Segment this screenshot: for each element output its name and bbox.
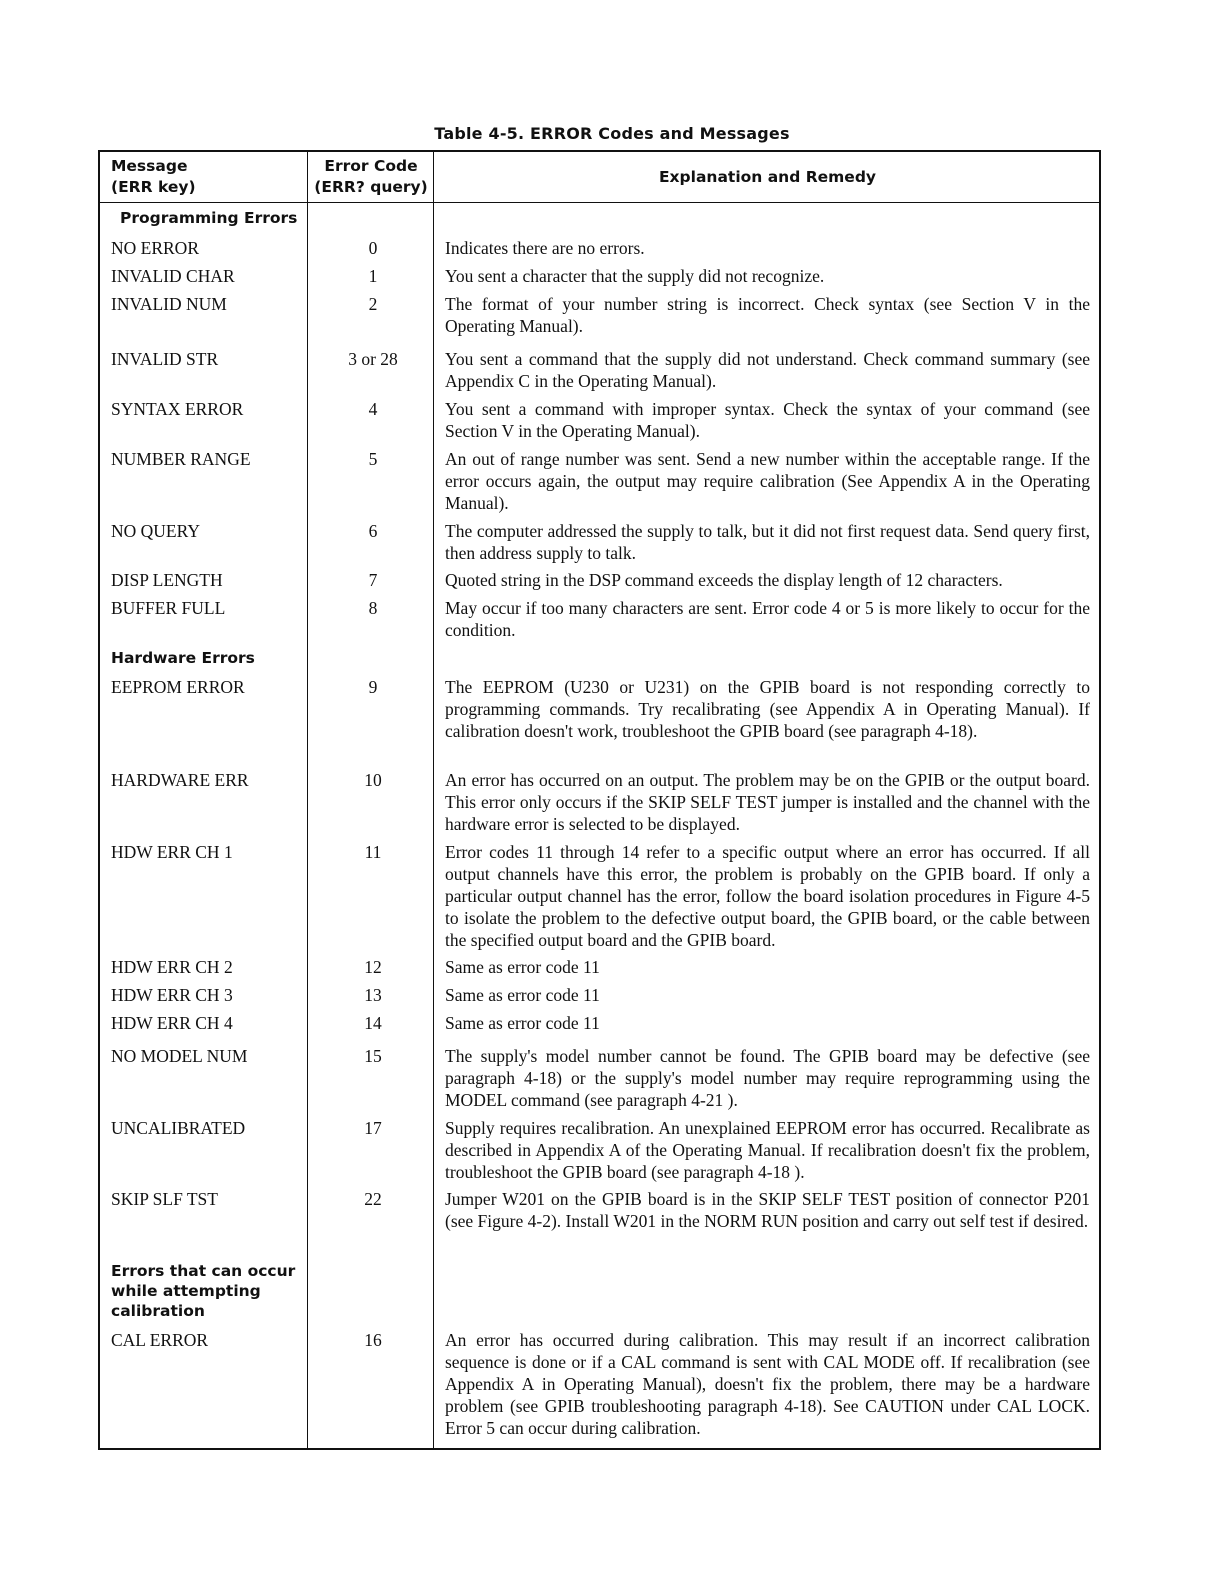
row-message: HARDWARE ERR xyxy=(111,770,249,790)
header-code-line2: (ERR? query) xyxy=(314,178,428,196)
row-code: 0 xyxy=(368,238,378,258)
section-calibration-errors: Errors that can occur while attempting calibration xyxy=(111,1262,296,1320)
row-explanation: The computer addressed the supply to talk, but it did not first request data. Send query first, then address supply to talk. xyxy=(445,521,1090,563)
row-code: 4 xyxy=(368,399,378,419)
error-codes-table xyxy=(98,150,1101,1450)
row-explanation: Supply requires recalibration. An unexplained EEPROM error has occurred. Recalibrate as described in Appendix A of the Operating Manual. If recalibration doesn't fix the problem, troubleshoot the GPIB board (see paragraph 4-18 ). xyxy=(445,1118,1090,1182)
row-message: INVALID NUM xyxy=(111,294,227,314)
row-explanation: Same as error code 11 xyxy=(445,1013,600,1033)
row-message: UNCALIBRATED xyxy=(111,1118,246,1138)
header-message-line1: Message xyxy=(111,157,188,175)
row-code: 2 xyxy=(368,294,378,314)
row-code: 5 xyxy=(368,449,378,469)
row-code: 16 xyxy=(364,1330,382,1350)
header-explanation: Explanation and Remedy xyxy=(658,168,877,186)
row-explanation: Same as error code 11 xyxy=(445,957,600,977)
row-code: 11 xyxy=(364,842,382,862)
row-message: EEPROM ERROR xyxy=(111,677,245,697)
row-message: HDW ERR CH 4 xyxy=(111,1013,233,1033)
row-code: 13 xyxy=(364,985,382,1005)
row-code: 6 xyxy=(368,521,378,541)
row-message: SYNTAX ERROR xyxy=(111,399,244,419)
row-explanation: The supply's model number cannot be found. The GPIB board may be defective (see paragraph 4-18) or the supply's model number may require reprogramming using the MODEL command (see paragraph 4-21 ). xyxy=(445,1046,1090,1110)
header-message-line2: (ERR key) xyxy=(111,178,196,196)
row-message: INVALID CHAR xyxy=(111,266,235,286)
row-code: 17 xyxy=(364,1118,382,1138)
row-code: 15 xyxy=(364,1046,382,1066)
row-code: 9 xyxy=(368,677,378,697)
row-explanation: Jumper W201 on the GPIB board is in the SKIP SELF TEST position of connector P201 (see Figure 4-2). Install W201 in the NORM RUN position and carry out self test if desired. xyxy=(445,1189,1090,1231)
row-explanation: The format of your number string is incorrect. Check syntax (see Section V in the Operating Manual). xyxy=(445,294,1090,336)
header-message xyxy=(111,156,301,198)
row-explanation: You sent a command with improper syntax. Check the syntax of your command (see Section V in the Operating Manual). xyxy=(445,399,1090,441)
row-message: DISP LENGTH xyxy=(111,570,223,590)
header-code-line1: Error Code xyxy=(324,157,418,175)
row-message: NO MODEL NUM xyxy=(111,1046,248,1066)
row-message: CAL ERROR xyxy=(111,1330,209,1350)
row-code: 12 xyxy=(364,957,382,977)
row-explanation: An out of range number was sent. Send a new number within the acceptable range. If the error occurs again, the output may require calibration (See Appendix A in the Operating Manual). xyxy=(445,449,1090,513)
column-divider xyxy=(307,152,308,1448)
row-message: HDW ERR CH 2 xyxy=(111,957,233,977)
row-code: 3 or 28 xyxy=(348,349,398,369)
row-code: 22 xyxy=(364,1189,382,1209)
row-explanation: Error codes 11 through 14 refer to a specific output where an error has occurred. If all output channels have this error, the problem is probably on the GPIB board. If only a particular output channel has the error, follow the board isolation procedures in Figure 4-5 to isolate the problem to the defective output board, the GPIB board, or the cable between the specified output board and the GPIB board. xyxy=(445,842,1090,950)
row-code: 8 xyxy=(368,598,378,618)
row-message: NUMBER RANGE xyxy=(111,449,251,469)
row-explanation: May occur if too many characters are sent. Error code 4 or 5 is more likely to occur for the condition. xyxy=(445,598,1090,640)
row-explanation: The EEPROM (U230 or U231) on the GPIB board is not responding correctly to programming commands. Try recalibrating (see Appendix A in Operating Manual). If calibration doesn't work, troubleshoot the GPIB board (see paragraph 4-18). xyxy=(445,677,1090,741)
row-message: HDW ERR CH 3 xyxy=(111,985,233,1005)
row-explanation: An error has occurred during calibration. This may result if an incorrect calibration sequence is done or if a CAL command is sent with CAL MODE off. If recalibration (see Appendix A in Operating Manual), doesn't fix the problem, there may be a hardware problem (see GPIB troubleshooting paragraph 4-18). See CAUTION under CAL LOCK. Error 5 can occur during calibration. xyxy=(445,1330,1090,1438)
row-explanation: You sent a command that the supply did not understand. Check command summary (see Appendix C in the Operating Manual). xyxy=(445,349,1090,391)
row-explanation: Indicates there are no errors. xyxy=(445,238,645,258)
table-caption: Table 4-5. ERROR Codes and Messages xyxy=(434,124,790,143)
row-code: 10 xyxy=(364,770,382,790)
row-explanation: Quoted string in the DSP command exceeds the display length of 12 characters. xyxy=(445,570,1003,590)
column-divider xyxy=(433,152,434,1448)
row-explanation: An error has occurred on an output. The problem may be on the GPIB or the output board. This error only occurs if the SKIP SELF TEST jumper is installed and the channel with the hardware error is selected to be displayed. xyxy=(445,770,1090,834)
section-programming-errors: Programming Errors xyxy=(120,209,298,227)
row-message: NO QUERY xyxy=(111,521,200,541)
row-message: INVALID STR xyxy=(111,349,219,369)
row-code: 7 xyxy=(368,570,378,590)
row-explanation: You sent a character that the supply did not recognize. xyxy=(445,266,825,286)
row-message: NO ERROR xyxy=(111,238,199,258)
row-code: 14 xyxy=(364,1013,382,1033)
row-message: BUFFER FULL xyxy=(111,598,226,618)
row-explanation: Same as error code 11 xyxy=(445,985,600,1005)
header-code xyxy=(309,156,433,198)
row-message: HDW ERR CH 1 xyxy=(111,842,233,862)
row-message: SKIP SLF TST xyxy=(111,1189,218,1209)
row-code: 1 xyxy=(368,266,378,286)
header-divider xyxy=(100,202,1099,203)
section-hardware-errors: Hardware Errors xyxy=(111,649,255,667)
